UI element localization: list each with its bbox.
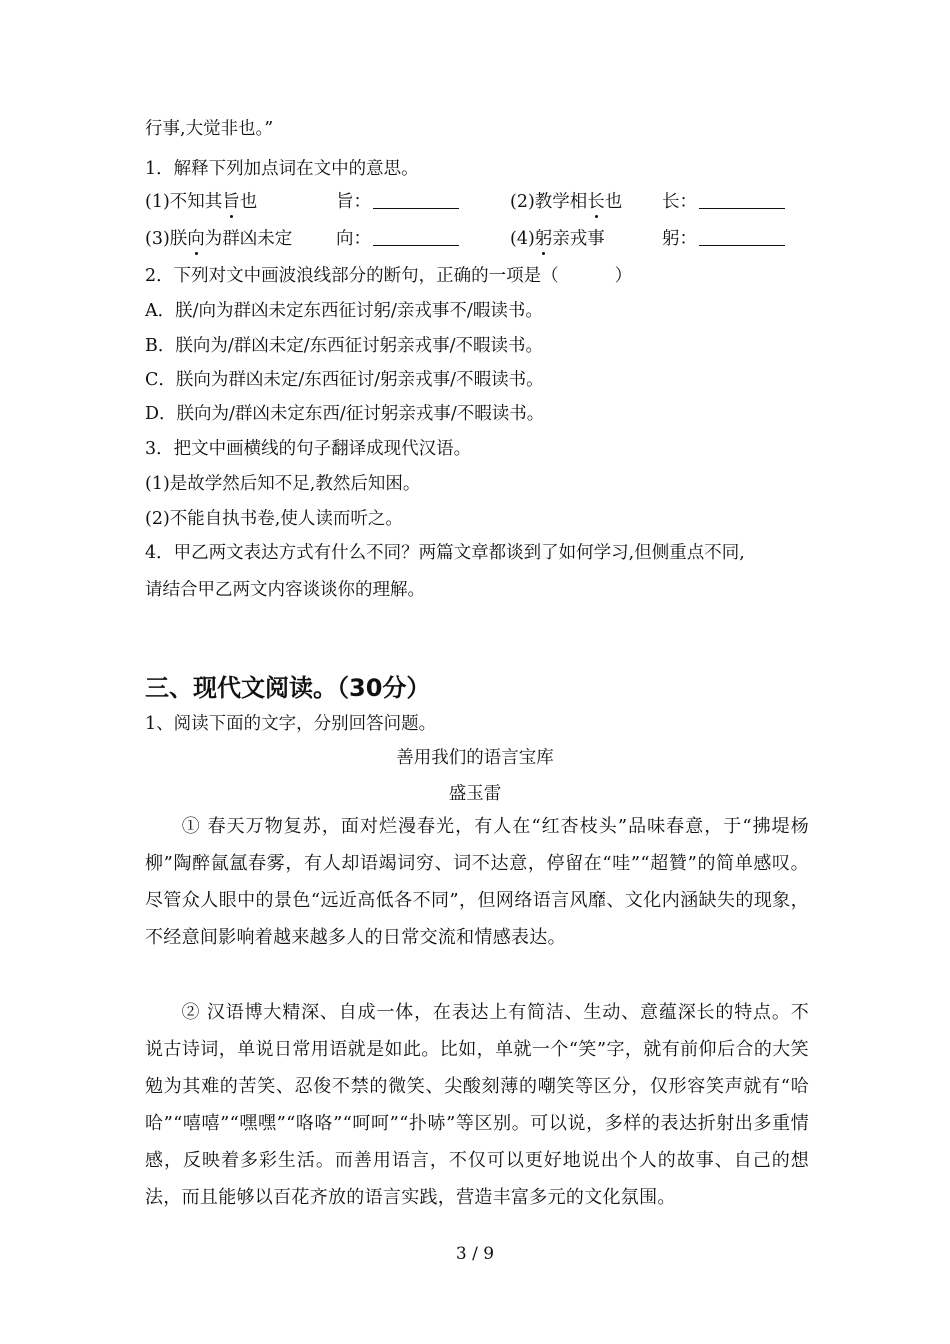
option-b: B．朕向为/群凶未定/东西征讨躬亲戎事/不暇读书。 [145, 336, 544, 356]
vocab-answer-2: 长： [662, 190, 785, 214]
question-3-2: (2)不能自执书卷,使人读而听之。 [145, 509, 403, 529]
vocab-answer-3: 向： [336, 227, 459, 251]
text-line: 行事,大觉非也。” [145, 119, 274, 139]
question-4-line1: 4．甲乙两文表达方式有什么不同？两篇文章都谈到了如何学习,但侧重点不同, [145, 543, 745, 563]
option-d: D．朕向为/群凶未定东西/征讨躬亲戎事/不暇读书。 [145, 404, 545, 424]
paragraph-1: ① 春天万物复苏，面对烂漫春光，有人在“红杏枝头”品味春意，于“拂堤杨柳”陶醉氤氲春雾，有人却语竭词穷、词不达意，停留在“哇”“超贊”的简单感叹。尽管众人眼中的景色“远近高低各不同”，但网络语言风靡、文化内涵缺失的现象，不经意间影响着越来越多人的日常交流和情感表达。 [145, 816, 809, 948]
question-4-line2: 请结合甲乙两文内容谈谈你的理解。 [145, 580, 425, 600]
question-2: 2．下列对文中画波浪线部分的断句，正确的一项是（ ） [145, 266, 633, 286]
vocab-item-1: (1)不知其旨也 [145, 192, 258, 212]
option-c: C．朕向为群凶未定/东西征讨/躬亲戎事/不暇读书。 [145, 370, 544, 390]
answer-blank[interactable] [373, 192, 459, 209]
page-number: 3 / 9 [455, 1244, 495, 1264]
question-3: 3．把文中画横线的句子翻译成现代汉语。 [145, 439, 472, 459]
article-title: 善用我们的语言宝库 [396, 748, 554, 768]
vocab-item-2: (2)教学相长也 [510, 192, 623, 212]
paragraph-2: ② 汉语博大精深、自成一体，在表达上有简洁、生动、意蕴深长的特点。不说古诗词，单说日常用语就是如此。比如，单就一个“笑”字，就有前仰后合的大笑勉为其难的苦笑、忍俊不禁的微笑、尖酸刻薄的嘲笑等区分，仅形容笑声就有“哈哈”“嘻嘻”“嘿嘿”“咯咯”“呵呵”“扑哧”等区别。可以说，多样的表达折射出多重情感，反映着多彩生活。而善用语言，不仅可以更好地说出个人的故事、自己的想法，而且能够以百花齐放的语言实践，营造丰富多元的文化氛围。 [145, 1002, 809, 1208]
reading-instruction: 1、阅读下面的文字，分别回答问题。 [145, 714, 437, 734]
vocab-item-4: (4)躬亲戎事 [510, 229, 605, 249]
question-3-1: (1)是故学然后知不足,教然后知困。 [145, 474, 421, 494]
dotted-char: 长 [587, 192, 605, 212]
vocab-answer-1: 旨： [336, 190, 459, 214]
answer-blank[interactable] [699, 192, 785, 209]
question-1: 1．解释下列加点词在文中的意思。 [145, 159, 419, 179]
dotted-char: 向 [187, 229, 205, 249]
answer-blank[interactable] [373, 229, 459, 246]
answer-blank[interactable] [699, 229, 785, 246]
vocab-item-3: (3)朕向为群凶未定 [145, 229, 293, 249]
article-author: 盛玉雷 [448, 784, 502, 804]
option-a: A．朕/向为群凶未定东西征讨躬/亲戎事不/暇读书。 [145, 301, 543, 321]
vocab-answer-4: 躬： [662, 227, 785, 251]
dotted-char: 躬 [534, 229, 553, 249]
section-heading: 三、现代文阅读。（30分） [145, 674, 431, 702]
dotted-char: 旨 [222, 192, 240, 212]
